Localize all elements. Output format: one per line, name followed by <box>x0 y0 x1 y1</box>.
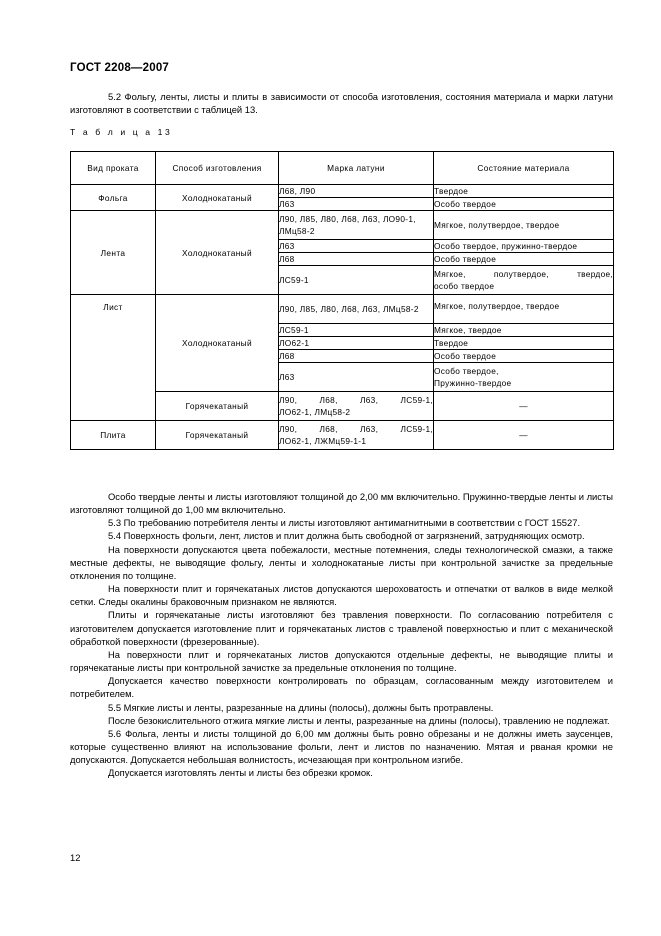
table-13-container <box>70 151 613 450</box>
cell-state: — <box>434 392 614 421</box>
cell-state: Твердое <box>434 185 614 198</box>
cell-kind: Плита <box>71 421 156 450</box>
table-row <box>71 295 614 324</box>
column-header-kind: Вид проката <box>71 152 156 185</box>
cell-state: Особо твердое <box>434 198 614 211</box>
cell-method: Горячекатаный <box>156 421 279 450</box>
cell-grade: ЛС59-1 <box>279 324 434 337</box>
paragraph: Особо твердые ленты и листы изготовляют толщиной до 2,00 мм включительно. Пружинно-твердые ленты и листы изготовляют толщиной до 1,00 мм включительно. <box>70 491 613 516</box>
table-row <box>71 421 614 450</box>
cell-state: Мягкое, полутвердое, твердое <box>434 295 614 324</box>
table-row <box>71 211 614 240</box>
table-header-row <box>71 152 614 185</box>
cell-grade: ЛО62-1 <box>279 337 434 350</box>
body-text-block <box>70 490 613 779</box>
cell-grade: Л68 <box>279 253 434 266</box>
cell-state <box>434 363 614 392</box>
cell-method: Горячекатаный <box>156 392 279 421</box>
paragraph: 5.6 Фольга, ленты и листы толщиной до 6,00 мм должны быть ровно обрезаны и не должны иметь заусенцев, которые существенно влияют на использование фольги, лент и листов по назначению. Мятая и рваная кромки не допускаются. Допускается небольшая волнистость, исчезающая при контрольном изгибе. <box>70 727 613 766</box>
cell-state-line: особо твердое <box>434 281 495 291</box>
cell-kind: Лист <box>71 295 156 421</box>
paragraph: 5.5 Мягкие листы и ленты, разрезанные на длины (полосы), должны быть протравлены. <box>108 701 494 713</box>
cell-grade: Л63 <box>279 198 434 211</box>
cell-state: — <box>434 421 614 450</box>
cell-grade-line: Л90, Л68, Л63, ЛС59-1, <box>279 395 433 405</box>
cell-grade <box>279 295 434 324</box>
cell-state-line: Мягкое, полутвердое, твердое, <box>434 269 613 279</box>
paragraph: 5.4 Поверхность фольги, лент, листов и плит должна быть свободной от загрязнений, затрудняющих осмотр. <box>108 530 585 542</box>
paragraph: Допускается изготовлять ленты и листы без обрезки кромок. <box>108 767 373 779</box>
cell-grade: Л63 <box>279 363 434 392</box>
cell-grade: Л68, Л90 <box>279 185 434 198</box>
cell-grade-line: ЛО62-1, ЛМц58-2 <box>279 407 351 417</box>
table-row <box>71 185 614 198</box>
cell-grade: ЛС59-1 <box>279 266 434 295</box>
cell-grade-line: ЛМц58-2 <box>382 304 419 314</box>
cell-grade: Л63 <box>279 240 434 253</box>
cell-method: Холоднокатаный <box>156 211 279 295</box>
cell-grade-line: ЛО90-1, ЛМц58-2 <box>279 214 416 236</box>
cell-kind: Фольга <box>71 185 156 211</box>
paragraph: После безокислительного отжига мягкие листы и ленты, разрезанные на длины (полосы), травлению не подлежат. <box>108 714 610 726</box>
cell-grade-line: Л90, Л85, Л80, Л68, Л63, <box>279 214 381 224</box>
paragraph: На поверхности допускаются цвета побежалости, местные потемнения, следы технологической смазки, а также местные дефекты, не выводящие фольгу, ленты и холоднокатаные листы при контрольной зачистке за предельные отклонения по толщине. <box>70 543 613 581</box>
cell-method: Холоднокатаный <box>156 295 279 392</box>
table-caption: Т а б л и ц а 13 <box>70 127 173 137</box>
cell-state <box>434 266 614 295</box>
cell-kind: Лента <box>71 211 156 295</box>
cell-grade <box>279 392 434 421</box>
column-header-method: Способ изготовления <box>156 152 279 185</box>
paragraph: Плиты и горячекатаные листы изготовляют без травления поверхности. По согласованию потребителя с изготовителем допускается изготовление плит и горячекатаных листов с травленой поверхностью и плит с механической обработкой поверхности (фрезерованные). <box>70 609 613 647</box>
cell-state-line: Пружинно-твердое <box>434 378 512 388</box>
cell-grade <box>279 211 434 240</box>
paragraph: На поверхности плит и горячекатаных листов допускаются отдельные дефекты, не выводящие плиты и горячекатаные листы при контрольной зачистке за предельные отклонения по толщине. <box>70 648 613 674</box>
cell-state: Особо твердое <box>434 253 614 266</box>
cell-state: Мягкое, твердое <box>434 324 614 337</box>
paragraph: На поверхности плит и горячекатаных листов допускаются шероховатость и отпечатки от валков в виде мелкой сетки. Следы окалины браковочным признаком не являются. <box>70 583 613 608</box>
cell-state-line: Особо твердое, <box>434 366 499 376</box>
standard-number-header: ГОСТ 2208—2007 <box>70 62 170 74</box>
cell-state: Особо твердое, пружинно-твердое <box>434 240 614 253</box>
cell-state: Особо твердое <box>434 350 614 363</box>
cell-grade-line: Л90, Л68, Л63, ЛС59-1, <box>279 424 433 434</box>
paragraph: 5.3 По требованию потребителя ленты и листы изготовляют антимагнитными в соответствии с ГОСТ 15527. <box>108 517 581 529</box>
cell-grade: Л68 <box>279 350 434 363</box>
table-13 <box>70 151 614 450</box>
cell-method: Холоднокатаный <box>156 185 279 211</box>
page-number: 12 <box>70 852 81 863</box>
clause-5-2-paragraph: 5.2 Фольгу, ленты, листы и плиты в зависимости от способа изготовления, состояния материала и марки латуни изготовляют в соответствии с таблицей 13. <box>70 91 613 116</box>
cell-grade-line: Л90, Л85, Л80, Л68, Л63, <box>279 304 381 314</box>
cell-state: Твердое <box>434 337 614 350</box>
column-header-state: Состояние материала <box>434 152 614 185</box>
paragraph: Допускается качество поверхности контролировать по образцам, согласованным между изготовителем и потребителем. <box>70 675 613 700</box>
cell-state: Мягкое, полутвердое, твердое <box>434 211 614 240</box>
cell-grade-line: ЛО62-1, ЛЖМц59-1-1 <box>279 436 367 446</box>
column-header-grade: Марка латуни <box>279 152 434 185</box>
cell-grade <box>279 421 434 450</box>
